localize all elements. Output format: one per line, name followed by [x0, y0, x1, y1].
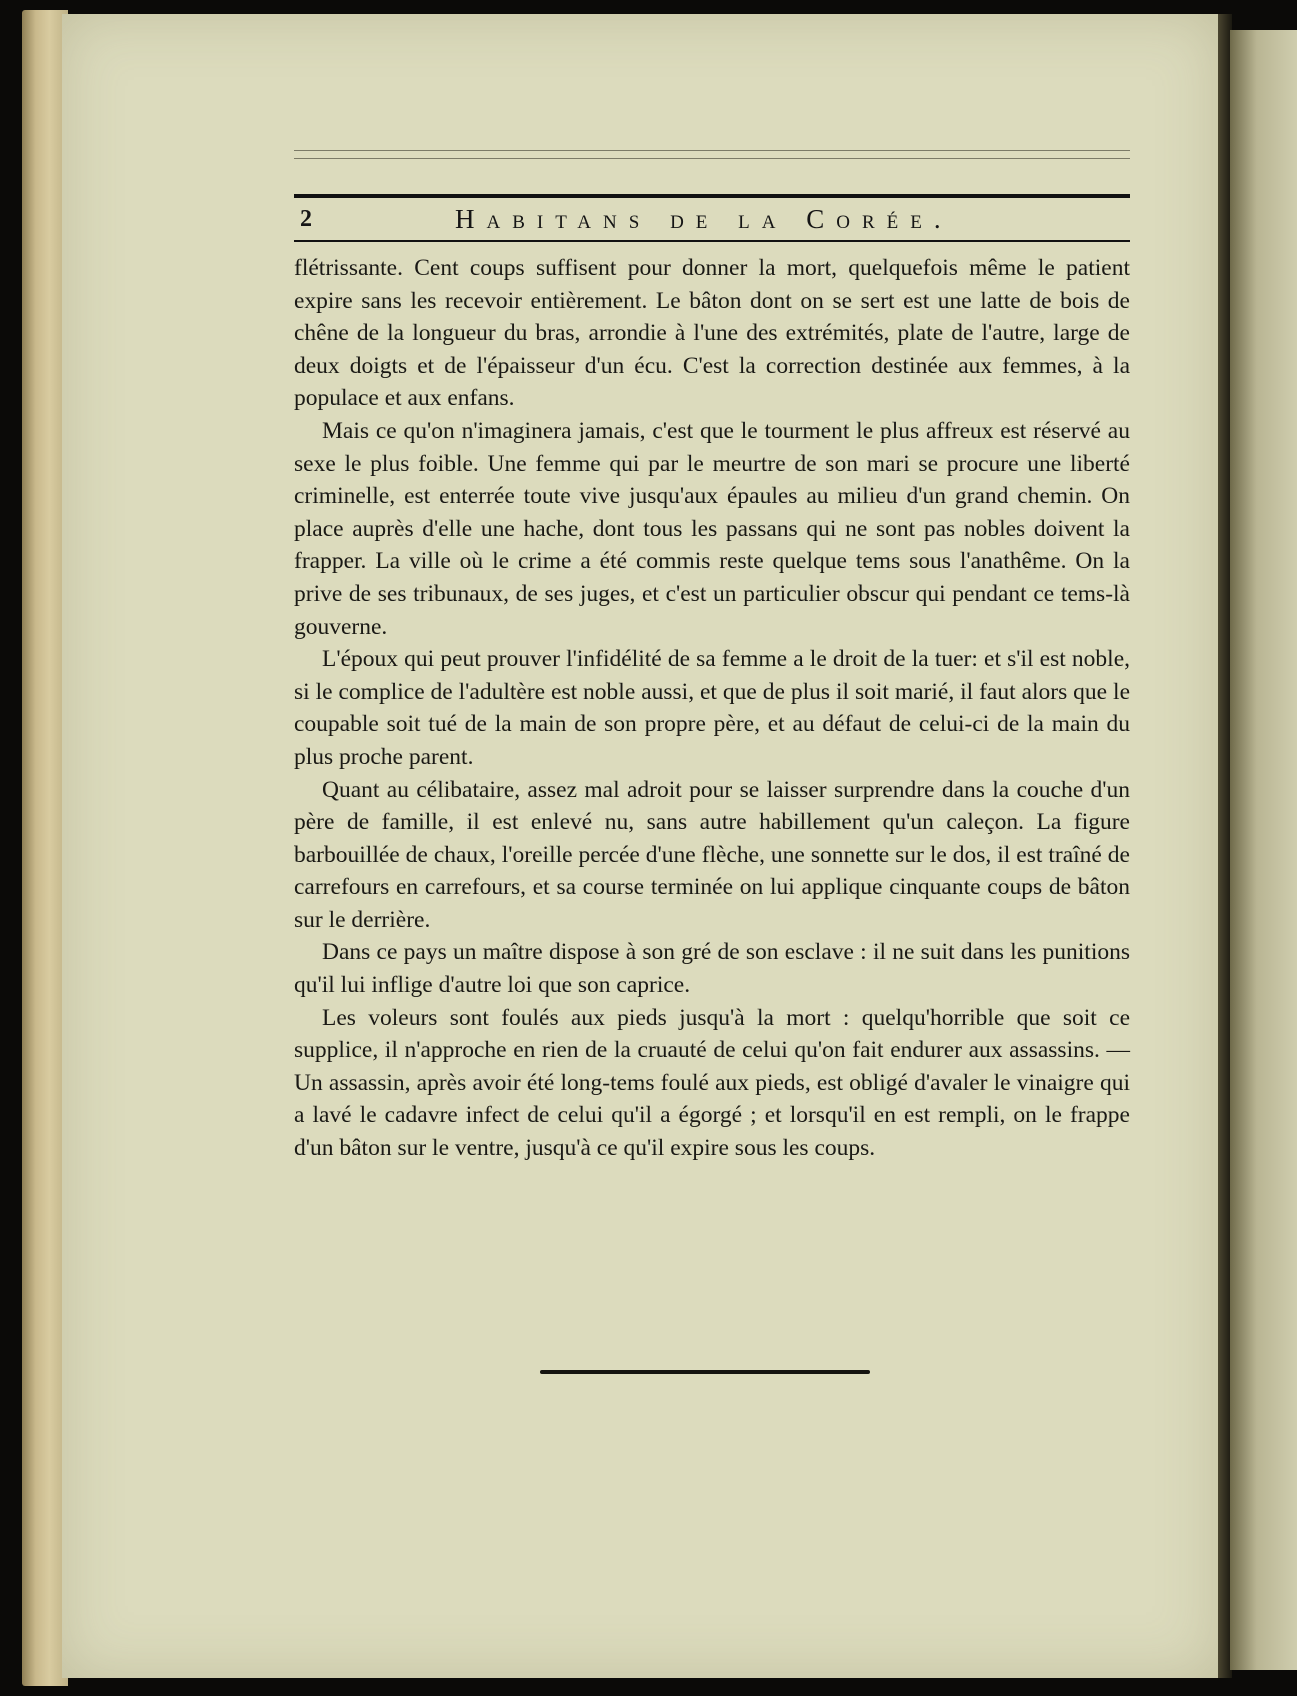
running-head [300, 204, 1130, 236]
paragraph: flétrissante. Cent coups suffisent pour donner la mort, quelquefois même le patient expire sans les recevoir entièrement. Le bâton dont on se sert est une latte de bois de chêne de la longueur du bras, arrondie à l'une des extrémités, plate de l'autre, large de deux doigts et de l'épaisseur d'un écu. C'est la correction destinée aux femmes, à la populace et aux enfans. [294, 255, 1130, 412]
paragraph: Quant au célibataire, assez mal adroit pour se laisser surprendre dans la couche d'un père de famille, il est enlevé nu, sans autre habillement qu'un caleçon. La figure barbouillée de chaux, l'oreille percée d'une flèche, une sonnette sur le dos, il est traîné de carrefours en carrefours, et sa course terminée on lui applique cinquante coups de bâton sur le derrière. [294, 776, 1130, 933]
paragraph: L'époux qui peut prouver l'infidélité de sa femme a le droit de la tuer: et s'il est noble, si le complice de l'adultère est noble aussi, et que de plus il soit marié, il faut alors que le coupable soit tué de la main de son propre père, et au défaut de celui-ci de la main du plus proche parent. [294, 646, 1130, 770]
closing-rule [540, 1370, 870, 1374]
paragraph: Mais ce qu'on n'imaginera jamais, c'est que le tourment le plus affreux est réservé au sexe le plus foible. Une femme qui par le meurtre de son mari se procure une liberté criminelle, est enterrée toute vive jusqu'aux épaules au milieu d'un grand chemin. On place auprès d'elle une hache, dont tous les passans qui ne sont pas nobles doivent la frapper. La ville où le crime a été commis reste quelque tems sous l'anathême. On la prive de ses tribunaux, de ses juges, et c'est un particulier obscur qui pendant ce tems-là gouverne. [294, 417, 1130, 640]
top-rule-faint-2 [294, 158, 1130, 159]
top-rule-faint-1 [294, 150, 1130, 151]
page-number: 2 [300, 206, 312, 232]
header-rule-thick [294, 194, 1130, 198]
running-head-title: Habitans de la Corée. [455, 204, 953, 234]
header-rule-thin [294, 240, 1130, 242]
next-page-edge [1230, 30, 1297, 1670]
paragraph: Dans ce pays un maître dispose à son gré de son esclave : il ne suit dans les punitions qu'il lui inflige d'autre loi que son caprice. [294, 939, 1130, 999]
paragraph: Les voleurs sont foulés aux pieds jusqu'à la mort : quelqu'horrible que soit ce supplice, il n'approche en rien de la cruauté de celui qu'on fait endurer aux assassins. — Un assassin, après avoir été long-tems foulé aux pieds, est obligé d'avaler le vinaigre qui a lavé le cadavre infect de celui qu'il a égorgé ; et lorsqu'il en est rempli, on le frappe d'un bâton sur le ventre, jusqu'à ce qu'il expire sous les coups. [294, 1004, 1130, 1162]
body-text [294, 252, 1130, 1165]
